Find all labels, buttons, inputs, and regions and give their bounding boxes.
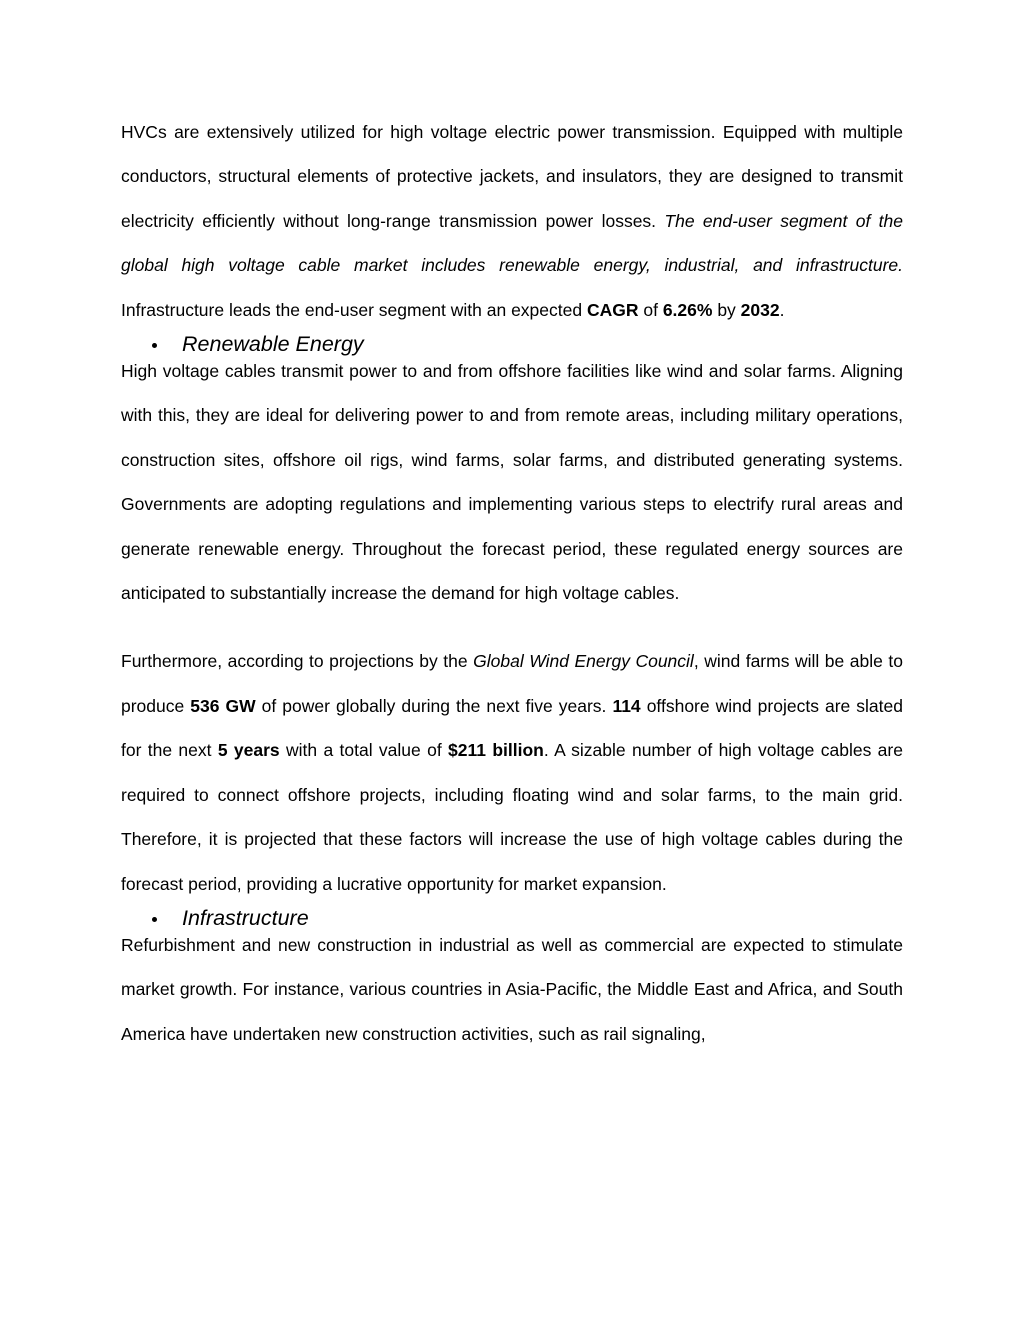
document-page — [121, 110, 903, 1056]
renewable-energy-heading — [121, 332, 903, 357]
furthermore-text-5: of power globally during the next five years. — [255, 695, 613, 716]
intro-year: 2032 — [740, 299, 780, 320]
renewable-energy-paragraph: High voltage cables transmit power to and from offshore facilities like wind and solar farms. Aligning with this, they are ideal for delivering power to and from remote areas, including military operations, construction sites, offshore oil rigs, wind farms, solar farms, and distributed generating systems. Governments are adopting regulations and implementing various steps to electrify rural areas and generate renewable energy. Throughout the forecast period, these regulated energy sources are anticipated to substantially increase the demand for high voltage cables. — [121, 361, 903, 604]
furthermore-text-9: with a total value of — [279, 740, 449, 761]
furthermore-text-7: offshore wind projects are slated for the next — [121, 695, 903, 761]
intro-text-1: HVCs are extensively utilized for high voltage electric power transmission. Equipped with multiple conductors, structural elements of protective jackets, and insulators, they are designed to transmit electricity efficiently without long-range transmission power losses. — [121, 122, 903, 231]
furthermore-text-1: Furthermore, according to projections by the — [121, 651, 474, 672]
capacity-value: 536 GW — [190, 695, 256, 716]
furthermore-text-11: . A sizable number of high voltage cables are required to connect offshore projects, including floating wind and solar farms, to the main grid. Therefore, it is projected that these factors will increase the use of high voltage cables during the forecast period, providing a lucrative opportunity for market expansion. — [121, 740, 903, 894]
furthermore-paragraph — [121, 639, 903, 905]
bullet-icon — [152, 917, 157, 922]
bullet-icon — [152, 343, 157, 348]
intro-text-3: Infrastructure leads the end-user segment with an expected — [121, 299, 587, 320]
intro-text-9: . — [779, 299, 785, 320]
intro-text-5: of — [638, 299, 663, 320]
intro-cagr-label: CAGR — [586, 299, 639, 320]
furthermore-text-3: , wind farms will be able to produce — [121, 651, 903, 716]
gwec-name: Global Wind Energy Council — [473, 651, 694, 672]
infrastructure-heading-text: Infrastructure — [182, 905, 309, 930]
intro-paragraph — [121, 110, 903, 332]
infrastructure-heading — [121, 906, 903, 931]
project-count: 114 — [612, 695, 641, 716]
total-value: $211 billion — [448, 740, 544, 761]
intro-text-7: by — [712, 299, 741, 320]
period-value: 5 years — [217, 740, 280, 761]
renewable-energy-heading-text: Renewable Energy — [182, 332, 364, 357]
intro-cagr-value: 6.26% — [662, 299, 713, 320]
intro-italic-text: The end-user segment of the global high voltage cable market includes renewable energy, industrial, and infrastructure. — [121, 210, 903, 276]
paragraph-spacer — [121, 615, 903, 639]
infrastructure-paragraph: Refurbishment and new construction in industrial as well as commercial are expected to stimulate market growth. For instance, various countries in Asia-Pacific, the Middle East and Africa, and South America have undertaken new construction activities, such as rail signaling, — [121, 934, 903, 1044]
